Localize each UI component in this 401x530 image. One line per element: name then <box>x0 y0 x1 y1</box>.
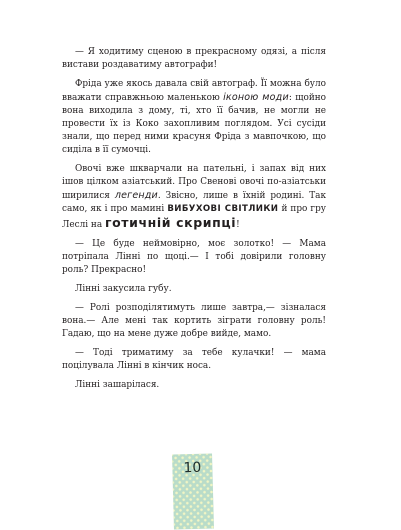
body-text <box>62 46 326 398</box>
paragraph <box>62 379 326 392</box>
paragraph <box>62 283 326 296</box>
text-run: ! <box>236 220 240 230</box>
paragraph <box>62 46 326 72</box>
handwritten-word: легенди <box>114 190 158 201</box>
text-run: Овочі вже шкварчали на пательні, і запах від них ішов цілком азіатський. Про Свенові овочі по-азіатськи ширилися <box>62 164 326 201</box>
display-large-word: готичній скрипці <box>104 215 237 230</box>
text-run: Фріда уже якось давала свій автограф. Її можна було вважати справжньою маленькою <box>62 79 326 103</box>
paragraph <box>62 302 326 341</box>
text-run: : щойно вона виходила з дому, ті, хто її бачив, не могли не провести їх із Коко захопливим поглядом. Усі сусіди знали, що перед ними красуня Фріда з мавпочкою, що сиділа в її сумочці. <box>62 93 326 155</box>
text-run: Лінні закусила губу. <box>75 284 172 294</box>
page-number-tab <box>172 453 214 529</box>
text-run: — Ролі розподілятимуть лише завтра,— зізналася вона.— Але мені так кортить зіграти головну роль! Гадаю, що на мене дуже добре вийде, мамо. <box>62 303 326 339</box>
paragraph <box>62 163 326 232</box>
handwritten-word: іконою моди <box>223 92 289 103</box>
text-run: . Звісно, лише в їхній родині. Так само, як і про мамині <box>62 191 326 214</box>
text-run: — Я ходитиму сценою в прекрасному одязі, а після вистави роздаватиму автографи! <box>62 47 326 70</box>
paragraph <box>62 238 326 277</box>
text-run: Лінні зашарілася. <box>75 380 160 390</box>
text-run: й про гру Леслі на <box>62 204 326 230</box>
page-number: 10 <box>183 459 202 477</box>
text-run: — Це буде неймовірно, моє золотко! — Мама потріпала Лінні по щоці.— І тобі довірили головну роль? Прекрасно! <box>62 239 326 275</box>
text-run: — Тоді триматиму за тебе кулачки! — мама поцілувала Лінні в кінчик носа. <box>62 348 326 371</box>
paragraph <box>62 347 326 373</box>
display-caps-word: ВИБУХОВІ СВІТЛИКИ <box>167 204 279 214</box>
paragraph <box>62 78 326 157</box>
